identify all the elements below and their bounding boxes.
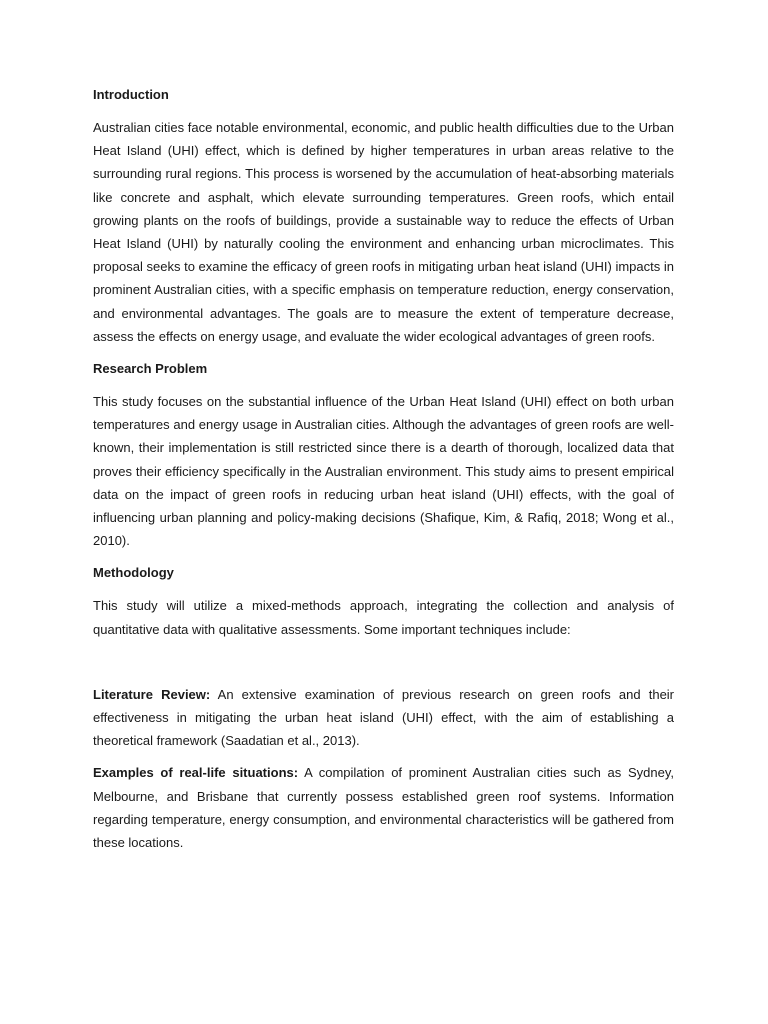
examples-text: A compilation of prominent Australian cities such as Sydney, Melbourne, and Brisbane that currently possess established green roof systems. Information regarding temperature, energy consumption, and environmental characteristics will be gathered from these locations.: [93, 765, 675, 851]
literature-review-text: An extensive examination of previous research on green roofs and their effectiveness in mitigating the urban heat island (UHI) effect, with the aim of establishing a theoretical framework (Saadatian et al., 2013).: [93, 686, 675, 749]
literature-review-label: Literature Review:: [93, 686, 211, 702]
methodology-heading: Methodology: [93, 565, 174, 581]
literature-review-item: [93, 683, 674, 753]
methodology-paragraph: This study will utilize a mixed-methods approach, integrating the collection and analysis of quantitative data with qualitative assessments. Some important techniques include:: [93, 598, 674, 637]
examples-item: [93, 761, 674, 854]
document-page: [93, 86, 674, 854]
introduction-paragraph: Australian cities face notable environmental, economic, and public health difficulties due to the Urban Heat Island (UHI) effect, which is defined by higher temperatures in urban areas relative to the surrounding rural regions. This process is worsened by the accumulation of heat-absorbing materials like concrete and asphalt, which elevate surrounding temperatures. Green roofs, which entail growing plants on the roofs of buildings, provide a sustainable way to reduce the effects of Urban Heat Island (UHI) by naturally cooling the environment and enhancing urban microclimates. This proposal seeks to examine the efficacy of green roofs in mitigating urban heat island (UHI) impacts in prominent Australian cities, with a specific emphasis on temperature reduction, energy conservation, and environmental advantages. The goals are to measure the extent of temperature decrease, assess the effects on energy usage, and evaluate the wider ecological advantages of green roofs.: [93, 120, 674, 344]
research-problem-paragraph: This study focuses on the substantial influence of the Urban Heat Island (UHI) effect on both urban temperatures and energy usage in Australian cities. Although the advantages of green roofs are well-known, their implementation is still restricted since there is a dearth of thorough, localized data that proves their efficiency specifically in the Australian environment. This study aims to present empirical data on the impact of green roofs in reducing urban heat island (UHI) effects, with the goal of influencing urban planning and policy-making decisions (Shafique, Kim, & Rafiq, 2018; Wong et al., 2010).: [93, 394, 674, 549]
examples-label: Examples of real-life situations:: [93, 765, 299, 781]
introduction-heading: Introduction: [93, 87, 169, 102]
research-problem-heading: Research Problem: [93, 361, 208, 377]
